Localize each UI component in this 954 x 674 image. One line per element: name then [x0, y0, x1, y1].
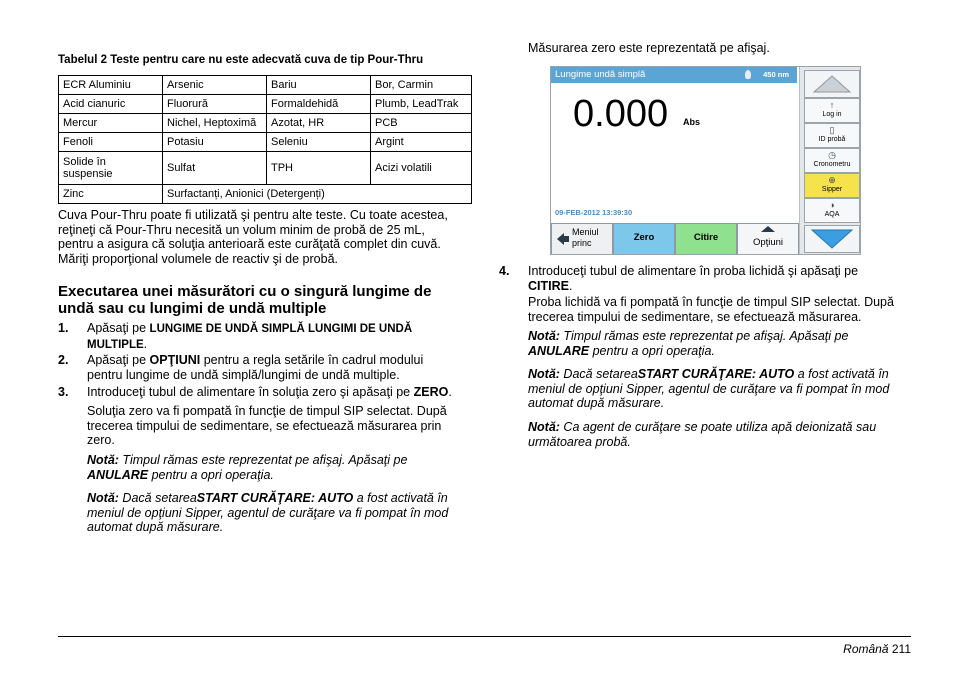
sample-id-icon: ▯: [829, 125, 835, 135]
table-row: [59, 76, 472, 95]
read-label: CITIRE: [528, 278, 569, 293]
table-cell: TPH: [267, 152, 371, 185]
note-cleaning-agent: Notă: Ca agent de curăţare se poate utiliza apă deionizată sau următoarea probă.: [528, 420, 877, 449]
step-4-text: Proba lichidă va fi pompată în funcţie de timpul SIP selectat. După trecerea timpului de sedimentare, se efectuează măsurarea.: [528, 295, 894, 324]
screen-title: Lungime undă simplă: [555, 69, 646, 80]
single-multi-wavelength-label: LUNGIME DE UNDĂ SIMPLĂ LUNGIMI DE UNDĂ: [149, 323, 413, 335]
table-row: [59, 95, 472, 114]
absorbance-unit: Abs: [683, 117, 701, 127]
table-cell: Nichel, Heptoximă: [163, 114, 267, 133]
main-menu-button[interactable]: Meniul princ: [551, 223, 613, 255]
chevron-up-icon: [805, 71, 859, 97]
wavelength-readout: 450 nm: [763, 70, 789, 79]
table-cell: Arsenic: [163, 76, 267, 95]
table-cell: Potasiu: [163, 133, 267, 152]
absorbance-reading: 0.000: [573, 93, 669, 135]
date-time: 09-FEB-2012 13:39:30: [555, 208, 633, 217]
footer-rule: [58, 636, 911, 637]
scroll-up-button[interactable]: [804, 70, 860, 98]
table-cell: Solide în suspensie: [59, 152, 163, 185]
options-label: OPŢIUNI: [149, 353, 201, 367]
unsuitable-tests-table: [58, 75, 472, 204]
log-in-icon: ↑: [829, 100, 835, 110]
table-cell: Formaldehidă: [267, 95, 371, 114]
table-cell: Sulfat: [163, 152, 267, 185]
table-row: [59, 185, 472, 204]
instrument-screen: [550, 66, 861, 255]
intro-paragraph: Cuva Pour-Thru poate fi utilizată şi pentru alte teste. Cu toate acestea, reţineţi că Pour-Thru necesită un volum minim de probă de 25 mL, pentru a asigura că soluţia anterioară este curăţată complet din cuvă. Măriţi proporţional volumele de reactiv şi de probă.: [58, 208, 448, 266]
screen-side-panel: [799, 67, 861, 254]
table-row: [59, 152, 472, 185]
table-row: [59, 114, 472, 133]
table-cell: Bor, Carmin: [371, 76, 472, 95]
sipper-button[interactable]: ⊕ Sipper: [804, 173, 860, 198]
table-cell: Surfactanți, Anionici (Detergenți): [163, 185, 472, 204]
page-footer: [843, 642, 911, 656]
aqa-icon: ◑: [829, 200, 835, 210]
options-button[interactable]: Opţiuni: [737, 223, 799, 255]
table-cell: Plumb, LeadTrak: [371, 95, 472, 114]
back-arrow-icon: [556, 232, 570, 246]
note-auto-clean-left: Notă: Dacă setareaSTART CURĂŢARE: AUTO a fost activată în meniul de opţiuni Sipper, agentul de curăţare va fi pompat în mod automat după măsurare.: [87, 491, 449, 534]
zero-button[interactable]: Zero: [613, 223, 675, 255]
table-cell: Zinc: [59, 185, 163, 204]
table-cell: Argint: [371, 133, 472, 152]
timer-button[interactable]: ◷ Cronometru: [804, 148, 860, 173]
zero-label: ZERO: [413, 385, 449, 399]
table-cell: Fluorură: [163, 95, 267, 114]
timer-icon: ◷: [828, 150, 836, 160]
sipper-icon: ⊕: [828, 175, 836, 185]
page-number: 211: [891, 642, 911, 656]
table-cell: Bariu: [267, 76, 371, 95]
footer-language: Română: [843, 642, 889, 656]
lamp-icon: [745, 70, 751, 79]
table-cell: Azotat, HR: [267, 114, 371, 133]
table-cell: Mercur: [59, 114, 163, 133]
sample-id-button[interactable]: ▯ ID probă: [804, 123, 860, 148]
table-cell: ECR Aluminiu: [59, 76, 163, 95]
screen-title-bar: [551, 67, 797, 83]
table-caption: Tabelul 2 Teste pentru care nu este adecvată cuva de tip Pour-Thru: [58, 54, 424, 66]
log-in-button[interactable]: ↑ Log in: [804, 98, 860, 123]
note-remaining-time-right: Notă: Timpul rămas este reprezentat pe afişaj. Apăsaţi pe ANULARE pentru a opri operaţia.: [528, 329, 849, 358]
scroll-down-button[interactable]: [804, 225, 860, 253]
chevron-down-icon: [805, 226, 859, 252]
note-auto-clean-right: Notă: Dacă setareaSTART CURĂŢARE: AUTO a fost activată în meniul de opţiuni Sipper, agentul de curăţare va fi pompat în mod automat după măsurare.: [528, 367, 890, 410]
caret-up-icon: [758, 225, 778, 233]
step-3-text: Soluţia zero va fi pompată în funcţie de timpul SIP selectat. După trecerea timpului de sedimentare, se efectuează măsurarea prin zero.: [87, 404, 447, 447]
zero-display-text: Măsurarea zero este reprezentată pe afişaj.: [528, 41, 770, 55]
table-cell: PCB: [371, 114, 472, 133]
aqa-button[interactable]: ◑ AQA: [804, 198, 860, 223]
section-heading: Executarea unei măsurători cu o singură lungime de undă sau cu lungimi de undă multiple: [58, 283, 432, 317]
read-button[interactable]: Citire: [675, 223, 737, 255]
table-cell: Acizi volatili: [371, 152, 472, 185]
table-row: [59, 133, 472, 152]
note-remaining-time-left: Notă: Timpul rămas este reprezentat pe afişaj. Apăsaţi pe ANULARE pentru a opri operaţia.: [87, 453, 408, 482]
table-cell: Acid cianuric: [59, 95, 163, 114]
table-cell: Seleniu: [267, 133, 371, 152]
table-cell: Fenoli: [59, 133, 163, 152]
